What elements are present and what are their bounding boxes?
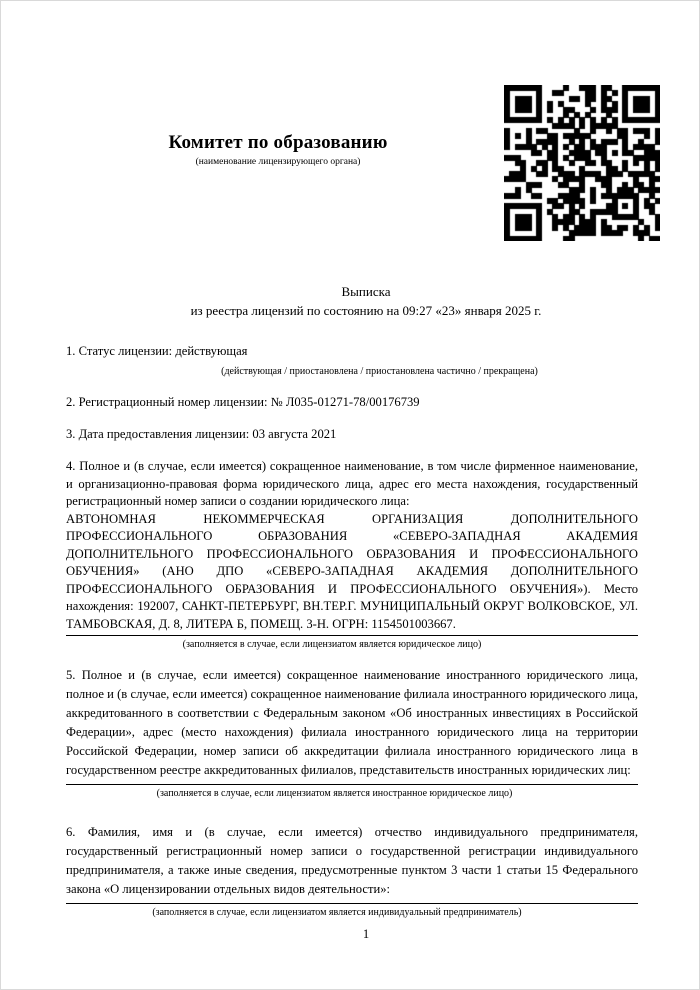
legal-entity-intro: 4. Полное и (в случае, если имеется) сокращенное наименование, в том числе фирменное наименование, и организационно-правовая форма юридического лица, адрес его места нахождения, государственный регистрационный номер записи о создании юридического лица: [66, 459, 638, 508]
document-title [66, 282, 666, 320]
foreign-entity-text: 5. Полное и (в случае, если имеется) сокращенное наименование иностранного юридического лица, полное и (в случае, если имеется) сокращенное наименование филиала иностранного юридического лица, аккредитованного в соответствии с Федеральным законом «Об иностранных инвестициях в Российской Федерации», адрес (место нахождения) филиала иностранного юридического лица на территории Российской Федерации, номер записи об аккредитации филиала иностранного юридического лица в государственном реестре аккредитованных филиалов, представительств иностранных юридических лиц: [66, 668, 638, 777]
legal-entity-caption: (заполняется в случае, если лицензиатом является юридическое лицо) [182, 639, 482, 650]
qr-code [504, 85, 660, 241]
authority-name: Комитет по образованию [168, 132, 388, 153]
item-license-status [66, 342, 638, 378]
document-title-line1: Выписка [341, 284, 391, 299]
item-foreign-entity [66, 666, 638, 800]
authority-name-caption: (наименование лицензирующего органа) [195, 157, 361, 167]
foreign-entity-caption: (заполняется в случае, если лицензиатом является иностранное юридическое лицо) [156, 788, 513, 799]
document-title-line2: из реестра лицензий по состоянию на 09:27 «23» января 2025 г. [190, 303, 542, 318]
item-individual-entrepreneur [66, 823, 638, 919]
page-number: 1 [362, 927, 370, 941]
item-registration-number [66, 393, 638, 412]
individual-entrepreneur-text: 6. Фамилия, имя и (в случае, если имеется) отчество индивидуального предпринимателя, государственный регистрационный номер записи о государственной регистрации индивидуального предпринимателя, а также иные сведения, предусмотренные пунктом 3 части 1 статьи 15 Федерального закона «О лицензировании отдельных видов деятельности»: [66, 825, 638, 896]
item-legal-entity [66, 458, 638, 651]
license-status-caption: (действующая / приостановлена / приостановлена частично / прекращена) [221, 366, 538, 377]
individual-entrepreneur-divider [66, 903, 638, 904]
registration-number-text: 2. Регистрационный номер лицензии: № Л035-01271-78/00176739 [66, 395, 420, 409]
legal-entity-divider [66, 635, 638, 636]
foreign-entity-divider [66, 784, 638, 785]
authority-block [65, 132, 491, 167]
legal-entity-value: АВТОНОМНАЯ НЕКОММЕРЧЕСКАЯ ОРГАНИЗАЦИЯ ДОПОЛНИТЕЛЬНОГО ПРОФЕССИОНАЛЬНОГО ОБРАЗОВАНИЯ «СЕВЕРО-ЗАПАДНАЯ АКАДЕМИЯ ДОПОЛНИТЕЛЬНОГО ПРОФЕССИОНАЛЬНОГО ОБРАЗОВАНИЯ И ПРОФЕССИОНАЛЬНОГО ОБУЧЕНИЯ» (АНО ДПО «СЕВЕРО-ЗАПАДНАЯ АКАДЕМИЯ ДОПОЛНИТЕЛЬНОГО ПРОФЕССИОНАЛЬНОГО ОБРАЗОВАНИЯ И ПРОФЕССИОНАЛЬНОГО ОБУЧЕНИЯ»). Место нахождения: 192007, САНКТ-ПЕТЕРБУРГ, ВН.ТЕР.Г. МУНИЦИПАЛЬНЫЙ ОКРУГ ВОЛКОВСКОЕ, УЛ. ТАМБОВСКАЯ, Д. 8, ЛИТЕРА Б, ПОМЕЩ. 3-Н. ОГРН: 1154501003667. [66, 511, 638, 631]
individual-entrepreneur-caption: (заполняется в случае, если лицензиатом является индивидуальный предприниматель) [152, 907, 522, 918]
grant-date-text: 3. Дата предоставления лицензии: 03 августа 2021 [66, 427, 337, 441]
item-grant-date [66, 425, 638, 444]
license-status-text: 1. Статус лицензии: действующая [66, 344, 248, 358]
